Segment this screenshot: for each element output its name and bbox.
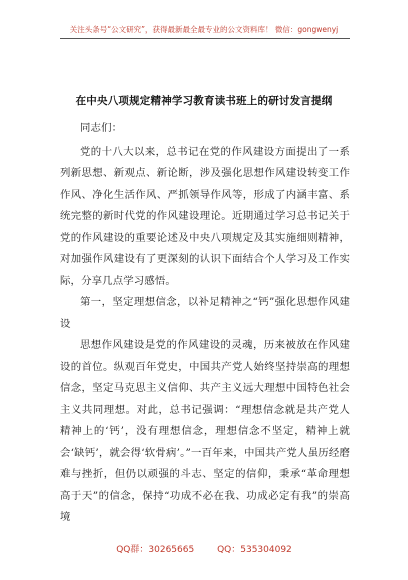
document-title: 在中央八项规定精神学习教育读书班上的研讨发言提纲 <box>75 95 333 107</box>
document-body <box>60 118 350 529</box>
paragraph-intro: 党的十八大以来，总书记在党的作风建设方面提出了一系列新思想、新观点、新论断，涉及强化思想作风建设转变工作作风、净化生活作风、严抓领导作风等，形成了内涵丰富、系统完整的新时代党的作风建设理论。近期通过学习总书记关于党的作风建设的重要论述及中央八项规定及其实施细则精神，对加强作风建设有了更深刻的认识下面结合个人学习及工作实际，分享几点学习感悟。 <box>60 145 350 287</box>
footer-qq-group: QQ群：30265665 <box>116 545 195 555</box>
header-divider <box>60 38 350 39</box>
footer-qq: QQ：535304092 <box>217 545 292 555</box>
header-banner: 关注头条号“公文研究”，获得最新最全最专业的公文资料库！ 微信：gongwenyj <box>69 25 339 34</box>
greeting: 同志们： <box>80 122 123 134</box>
footer-contacts <box>0 542 408 555</box>
section-heading: 第一，坚定理想信念，以补足精神之“钙”强化思想作风建设 <box>60 296 350 330</box>
paragraph-body: 思想作风建设是党的作风建设的灵魂，历来被放在作风建设的首位。纵观百年党史，中国共产党人始终坚持崇高的理想信念，坚定马克思主义信仰、共产主义远大理想中国特色社会主义共同理想。对此，总书记强调：“理想信念就是共产党人精神上的‘钙’，没有理想信念，理想信念不坚定，精神上就会‘缺钙’，就会得‘软骨病’。”一百年来，中国共产党人虽历经磨难与挫折，但仍以顽强的斗志、坚定的信仰，秉承“革命理想高于天”的信念，保持“功成不必在我、功成必定有我”的崇高境 <box>60 339 350 523</box>
